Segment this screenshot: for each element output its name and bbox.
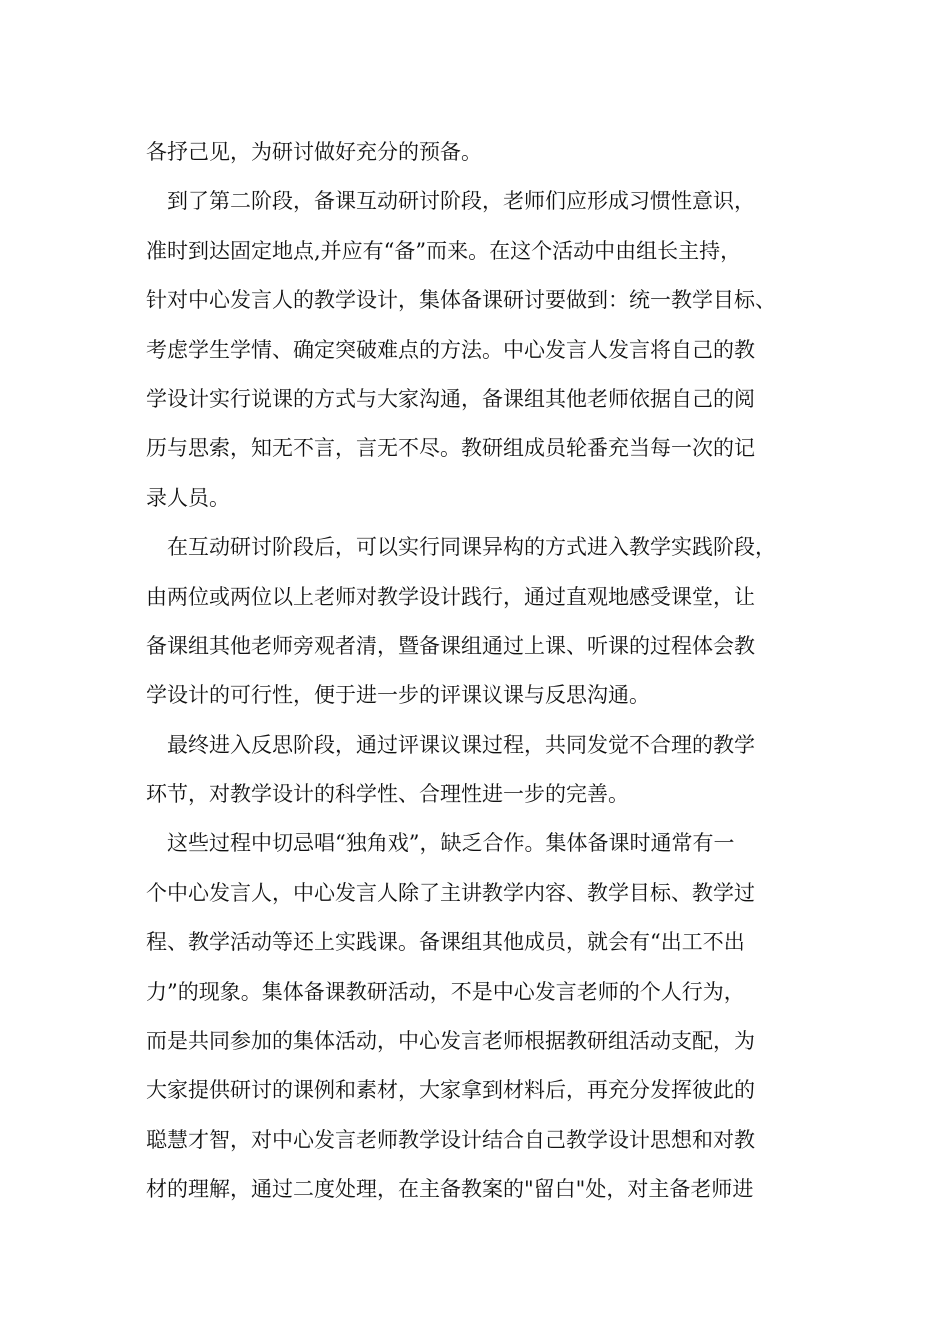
text-line: 由两位或两位以上老师对教学设计践行，通过直观地感受课堂，让 xyxy=(146,584,755,609)
text-line: 个中心发言人，中心发言人除了主讲教学内容、教学目标、教学过 xyxy=(146,880,755,905)
text-line: 聪慧才智，对中心发言老师教学设计结合自己教学设计思想和对教 xyxy=(146,1127,755,1152)
paragraph-first-line: 这些过程中切忌唱“独角戏”，缺乏合作。集体备课时通常有一 xyxy=(167,831,735,856)
text-line: 学设计的可行性，便于进一步的评课议课与反思沟通。 xyxy=(146,683,650,708)
text-line: 历与思索，知无不言，言无不尽。教研组成员轮番充当每一次的记 xyxy=(146,436,755,461)
paragraph-first-line: 最终进入反思阶段，通过评课议课过程，共同发觉不合理的教学 xyxy=(167,732,755,757)
text-line: 针对中心发言人的教学设计，集体备课研讨要做到：统一教学目标、 xyxy=(146,288,776,313)
paragraph-first-line: 在互动研讨阶段后，可以实行同课异构的方式进入教学实践阶段， xyxy=(167,535,776,560)
text-line: 录人员。 xyxy=(146,485,230,510)
text-line: 备课组其他老师旁观者清，暨备课组通过上课、听课的过程体会教 xyxy=(146,633,755,658)
text-line: 环节，对教学设计的科学性、合理性进一步的完善。 xyxy=(146,782,629,807)
text-line: 而是共同参加的集体活动，中心发言老师根据教研组活动支配，为 xyxy=(146,1029,755,1054)
text-line: 程、教学活动等还上实践课。备课组其他成员，就会有“出工不出 xyxy=(146,930,745,955)
text-line: 各抒己见，为研讨做好充分的预备。 xyxy=(146,140,482,164)
text-line: 材的理解，通过二度处理，在主备教案的"留白"处，对主备老师进 xyxy=(146,1177,754,1202)
text-line: 大家提供研讨的课例和素材，大家拿到材料后，再充分发挥彼此的 xyxy=(146,1078,755,1103)
text-line: 准时到达固定地点,并应有“备”而来。在这个活动中由组长主持， xyxy=(146,238,742,263)
text-line: 考虑学生学情、确定突破难点的方法。中心发言人发言将自己的教 xyxy=(146,337,755,362)
document-body xyxy=(146,128,826,1215)
text-line: 力”的现象。集体备课教研活动，不是中心发言老师的个人行为， xyxy=(146,979,745,1004)
text-line: 学设计实行说课的方式与大家沟通，备课组其他老师依据自己的阅 xyxy=(146,386,755,411)
paragraph-first-line: 到了第二阶段，备课互动研讨阶段，老师们应形成习惯性意识， xyxy=(167,189,755,214)
